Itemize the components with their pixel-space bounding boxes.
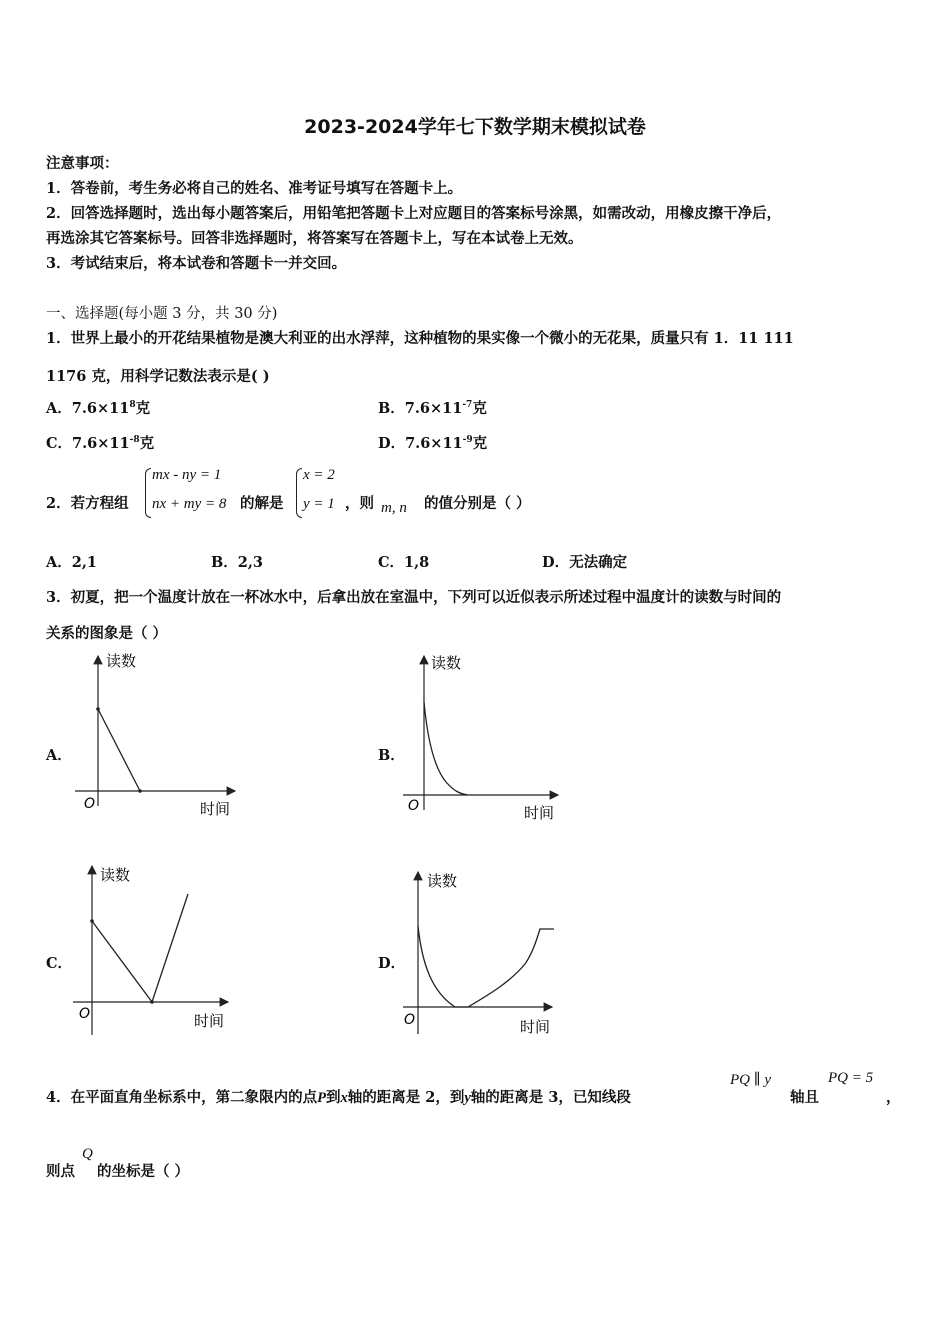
notice-heading: 注意事项： [46, 155, 119, 172]
q2-eq2: nx + my = 8 [152, 496, 227, 512]
notice-item-1: 1．答卷前，考生务必将自己的姓名、准考证号填写在答题卡上。 [46, 180, 463, 197]
q2-solution-brace [296, 468, 302, 518]
y-axis-label: 读数 [431, 654, 462, 672]
graph-d-curve [418, 926, 554, 1007]
q3-line1: 3．初夏，把一个温度计放在一杯冰水中，后拿出放在室温中，下列可以近似表示所述过程中温度计的读数与时间的 [46, 589, 782, 606]
q3-line2: 关系的图象是（ ） [46, 625, 168, 642]
graph-c-point-min [150, 1000, 154, 1004]
q4-line2a: 则点 [46, 1163, 75, 1180]
q1-line1: 1．世界上最小的开花结果植物是澳大利亚的出水浮萍，这种植物的果实像一个微小的无花果，质量只有 1．11 111 [46, 330, 794, 347]
graph-d-label: D． [378, 955, 406, 972]
q2-suffix: 的值分别是（ ） [424, 495, 531, 512]
q2-mid: 的解是 [240, 495, 284, 512]
origin-label: O [84, 796, 96, 812]
graph-d [400, 864, 570, 1042]
q4-axis-and: 轴且 [790, 1089, 819, 1106]
x-axis-label: 时间 [200, 800, 231, 818]
y-axis-label: 读数 [427, 872, 458, 890]
page-title: 2023-2024学年七下数学期末模拟试卷 [304, 116, 646, 138]
graph-c [70, 860, 240, 1038]
q2-then: ，则 [345, 495, 374, 512]
x-axis-label: 时间 [194, 1012, 225, 1030]
q1-option-a: A．$7.6\times 11^8$克 [46, 400, 151, 417]
q2-option-c: C．1,8 [378, 554, 430, 571]
q4-math-length: PQ = 5 [828, 1070, 874, 1086]
q2-option-b: B．2,3 [211, 554, 263, 571]
graph-a-point-end [138, 789, 142, 793]
q4-line1: 4．在平面直角坐标系中，第二象限内的点P到x轴的距离是 2，到y轴的距离是 3，已知线段 [46, 1089, 631, 1106]
notice-item-2-cont: 再选涂其它答案标号。回答非选择题时，将答案写在答题卡上，写在本试卷上无效。 [46, 230, 583, 247]
graph-b [398, 650, 568, 826]
graph-a-label: A． [46, 747, 72, 764]
q2-prefix: 2．若方程组 [46, 495, 129, 512]
q4-line2b: 的坐标是（ ） [97, 1163, 190, 1180]
q1-line2: 1176 克，用科学记数法表示是( ) [46, 368, 270, 385]
graph-b-label: B． [378, 747, 405, 764]
x-axis-label: 时间 [524, 804, 555, 822]
x-axis-label: 时间 [520, 1018, 551, 1036]
notice-item-3: 3．考试结束后，将本试卷和答题卡一并交回。 [46, 255, 347, 272]
q2-vars: m, n [381, 500, 407, 516]
q1-option-b: B．$7.6\times 11^{-7}$克 [378, 400, 487, 417]
origin-label: O [408, 798, 420, 814]
q2-option-a: A．2,1 [46, 554, 97, 571]
notice-item-2: 2．回答选择题时，选出每小题答案后，用铅笔把答题卡上对应题目的答案标号涂黑，如需改动，用橡皮擦干净后， [46, 205, 782, 222]
section-heading: 一、选择题(每小题 3 分，共 30 分) [46, 306, 278, 322]
q2-sol1: x = 2 [303, 467, 335, 483]
origin-label: O [404, 1012, 416, 1028]
q1-option-d: D．$7.6\times 11^{-9}$克 [378, 435, 488, 452]
y-axis-label: 读数 [106, 652, 137, 670]
y-axis-label: 读数 [100, 866, 131, 884]
origin-label: O [79, 1006, 91, 1022]
graph-a [70, 648, 250, 824]
graph-a-point-start [96, 707, 100, 711]
q2-option-d: D．无法确定 [542, 554, 628, 571]
q1-option-c: C．$7.6\times 11^{-8}$克 [46, 435, 155, 452]
q4-comma: ， [886, 1089, 901, 1106]
graph-b-curve [424, 702, 468, 795]
q4-math-parallel: PQ ∥ y [730, 1072, 772, 1088]
graph-c-curve [92, 894, 188, 1002]
q2-sol2: y = 1 [303, 496, 335, 512]
graph-a-curve [98, 709, 140, 791]
q2-eq1: mx - ny = 1 [152, 467, 222, 483]
q2-system-brace [145, 468, 151, 518]
graph-c-label: C． [46, 955, 73, 972]
graph-c-point-start [90, 919, 94, 923]
q4-point-q: Q [82, 1146, 93, 1162]
